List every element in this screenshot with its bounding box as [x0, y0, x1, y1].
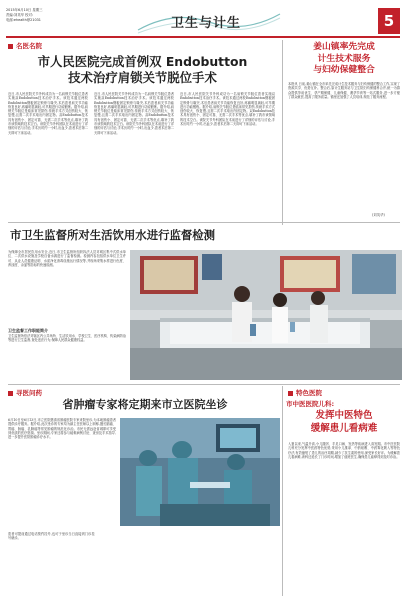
side-article-byline: (刘英华) — [372, 213, 385, 217]
section-divider-1 — [8, 222, 400, 223]
section-tag-label: 特色医院 — [296, 389, 322, 397]
section-tag-featured-hospital — [288, 388, 322, 397]
article4-headline-line1: 发挥中医特色 — [315, 410, 373, 421]
side-headline-line1: 姜山镇率先完成 — [313, 42, 375, 52]
section-tag-label: 名医名院 — [16, 42, 42, 50]
article1-headline-line2: 技术治疗肩锁关节脱位手术 — [68, 70, 217, 85]
article2-body: 为保障全市居民饮用水安全,近日,市卫生监督所组织执法人员对城区集中式供水单位、二次供水设施及学校自备水源进行了监督检测。检测内容包括供水单位卫生许可、从业人员健康证明、水质净化消毒设施运行情况等,并现场采集水样进行色度、浑浊度、余氯等指标的快速检测。 — [8, 250, 126, 267]
side-article-body: 本报讯 日前,姜山镇在全市率先完成计生技术服务与妇幼保健的整合工作,实现了资源共享、优势互补。整合后,原计生服务站与卫生院妇幼保健科合并,统一为群众提供孕前优生、孕产期保健、儿童保健、避孕节育等一站式服务,进一步方便了群众就医,提高了服务质量。镇里还加强了人员培训,规范了服务流程。 — [288, 82, 400, 99]
column-divider-bottom — [282, 386, 283, 596]
section-marker-icon — [8, 391, 13, 396]
article4-body: 入夏以来,气温升高,小儿腹泻、手足口病、发热等疾病进入高发期。市中医医院儿科充分发挥中医药特色优势,采用小儿推拿、中药贴敷、中药雾化吸入等特色疗法,有效缩短了患儿的治疗周期,减少了抗生素的使用,深受家长好评。为缓解患儿看病难,该科还延长了门诊时间,增加了值班医生,确保患儿能够得到及时诊治。 — [288, 442, 400, 459]
column-divider — [282, 40, 283, 225]
water-inspection-illustration — [130, 250, 402, 380]
article4-headline — [286, 410, 402, 435]
article2-subhead: 卫生监督工作职能简介 — [8, 328, 48, 333]
page-number: 5 — [378, 8, 400, 34]
article1-body-col1: 近日,市人民医院关节外科成功为一名肩锁关节脱位患者实施双Endobutton技术治疗手术。该技术通过两枚Endobutton钢板固定锁骨与喙突,术后患者肩关节功能恢复良好,疼痛明显减轻,可早期进行功能锻炼。据介绍,肩锁关节脱位是临床常见损伤,传统手术方式创伤较大、恢复慢,且需二次手术取出内固定物。双Endobutton技术具有创伤小、固定可靠、无需二次手术等优点,填补了我市该领域的技术空白。该院关节外科团队在术前进行了详细的评估与讨论,手术历时约一小时,出血少,患者术后第二天即可下床活动。 — [8, 92, 88, 135]
article4-headline-line2: 缓解患儿看病难 — [310, 422, 378, 434]
article3-body: 6月10日至6月13日,市立医院邀请省肿瘤医院专家来院坐诊,为本地肿瘤患者提供诊疗服务。据介绍,此次坐诊的专家均为副主任医师以上职称,擅长肺癌、胃癌、肠癌、乳腺癌等常见肿瘤的规范化诊治。市民无需远赴省城即可享受到优质的医疗资源。坐诊期间,专家还将参与疑难病例讨论、查房及手术指导,进一步提升医院肿瘤诊疗水平。 — [8, 418, 116, 440]
masthead — [6, 8, 400, 38]
masthead-info — [6, 8, 43, 23]
email-line: 电邮:ehealth@21031 — [6, 18, 41, 22]
side-headline-line2: 计生技术服务 — [317, 53, 371, 64]
side-article-headline — [286, 42, 402, 77]
editor-line: 责编:刘英华 校对: — [6, 13, 34, 17]
section-tag-label: 寻医问药 — [16, 389, 42, 397]
article3-headline: 省肿瘤专家将定期来市立医院坐诊 — [62, 398, 228, 411]
side-headline-line3: 与妇幼保健整合 — [313, 65, 375, 75]
article1-headline-line1: 市人民医院完成首例双 Endobutton — [37, 54, 248, 69]
article1-headline — [10, 54, 275, 86]
section-marker-icon — [8, 44, 13, 49]
section-divider-2 — [8, 384, 400, 385]
article3-body2: 患者可提前通过电话预约挂号,也可于坐诊当日直接到门诊挂号就诊。 — [8, 532, 95, 541]
article2-body2: 卫生监督所依法对辖区内公共场所、生活饮用水、学校卫生、医疗机构、传染病防治等进行卫生监督,查处违法行为,保障人民群众健康权益。 — [8, 334, 126, 343]
surgery-illustration — [120, 418, 280, 526]
section-tag-famous-hospitals — [8, 41, 42, 50]
section-marker-icon — [288, 391, 293, 396]
masthead-rule — [6, 36, 400, 38]
article4-kicker: 市中医医院儿科: — [286, 400, 335, 408]
article1-body-col2: 近日,市人民医院关节外科成功为一名肩锁关节脱位患者实施双Endobutton技术治疗手术。该技术通过两枚Endobutton钢板固定锁骨与喙突,术后患者肩关节功能恢复良好,疼痛明显减轻,可早期进行功能锻炼。据介绍,肩锁关节脱位是临床常见损伤,传统手术方式创伤较大、恢复慢,且需二次手术取出内固定物。双Endobutton技术具有创伤小、固定可靠、无需二次手术等优点,填补了我市该领域的技术空白。该院关节外科团队在术前进行了详细的评估与讨论,手术历时约一小时,出血少,患者术后第二天即可下床活动。 — [94, 92, 174, 135]
section-tag-seek-medicine — [8, 388, 42, 397]
photo-surgery — [120, 418, 280, 526]
article1-body-col3: 近日,市人民医院关节外科成功为一名肩锁关节脱位患者实施双Endobutton技术治疗手术。该技术通过两枚Endobutton钢板固定锁骨与喙突,术后患者肩关节功能恢复良好,疼痛明显减轻,可早期进行功能锻炼。据介绍,肩锁关节脱位是临床常见损伤,传统手术方式创伤较大、恢复慢,且需二次手术取出内固定物。双Endobutton技术具有创伤小、固定可靠、无需二次手术等优点,填补了我市该领域的技术空白。该院关节外科团队在术前进行了详细的评估与讨论,手术历时约一小时,出血少,患者术后第二天即可下床活动。 — [180, 92, 275, 127]
page-section-title: 卫生与计生 — [170, 16, 241, 31]
photo-water-inspection — [130, 250, 402, 380]
date-line: 2015年6月10日 星期三 — [6, 8, 43, 12]
article2-headline: 市卫生监督所对生活饮用水进行监督检测 — [10, 228, 216, 242]
